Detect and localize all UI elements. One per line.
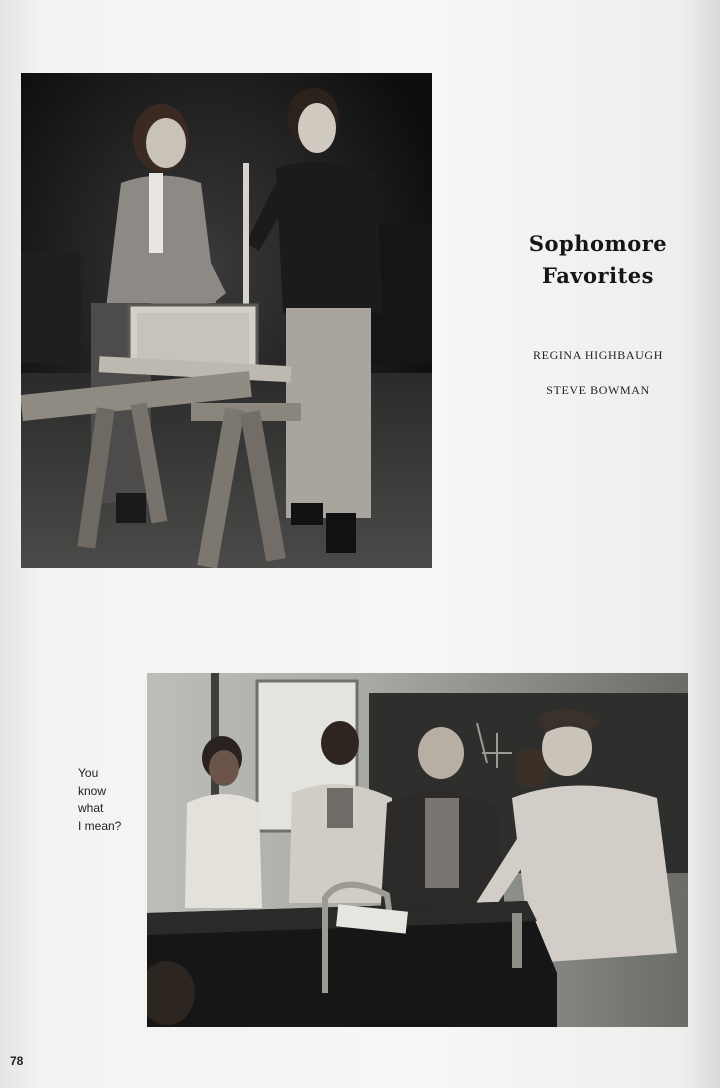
section-heading [500,228,696,292]
favorite-name: STEVE BOWMAN [546,383,650,397]
favorite-name: REGINA HIGHBAUGH [533,348,663,362]
caption-line: know [78,783,107,798]
heading-line-2: Favorites [541,263,654,288]
caption-line: I mean? [78,818,122,833]
heading-line-1: Sophomore [528,231,668,256]
science-lab-photo [147,673,688,1027]
sophomore-favorites-photo [21,73,432,568]
caption-line: You [78,766,99,780]
photo-caption [78,765,138,835]
caption-line: what [78,801,104,815]
page-number: 78 [10,1054,24,1068]
